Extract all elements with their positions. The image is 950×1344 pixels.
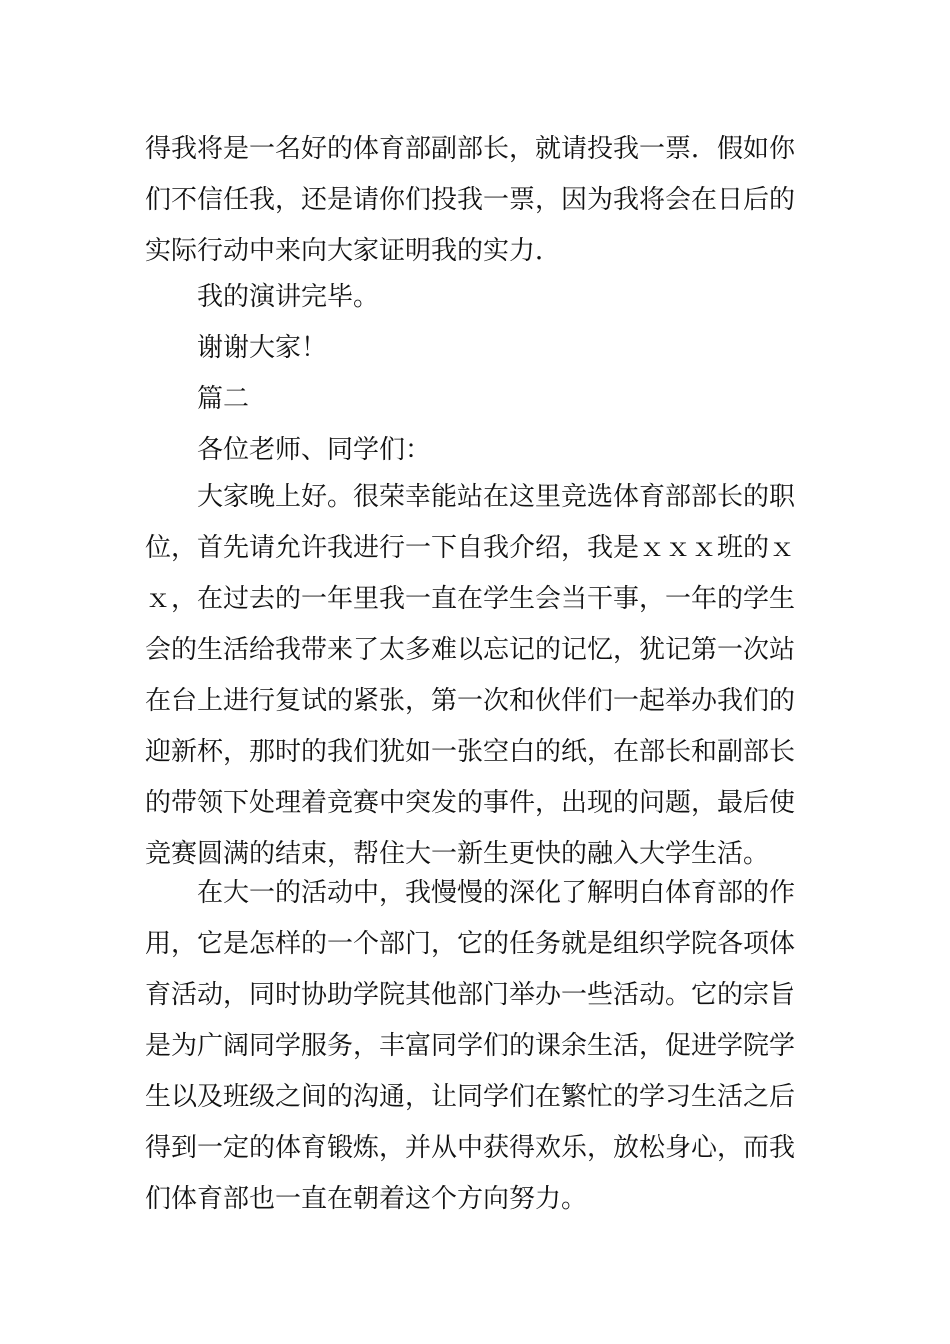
text-line: 竞赛圆满的结束，帮住大一新生更快的融入大学生活。	[145, 839, 770, 869]
text-line: 位，首先请允许我进行一下自我介绍，我是ｘｘｘ班的ｘ	[145, 533, 796, 563]
salutation-line: 各位老师、同学们：	[197, 435, 432, 465]
paragraph-department-role	[145, 868, 810, 1225]
paragraph-introduction	[145, 472, 810, 880]
text-line: 得到一定的体育锻炼，并从中获得欢乐，放松身心，而我	[145, 1133, 796, 1163]
speech-end-line: 我的演讲完毕。	[197, 282, 380, 312]
text-line: 们不信任我，还是请你们投我一票，因为我将会在日后的	[145, 185, 796, 215]
text-line: 育活动，同时协助学院其他部门举办一些活动。它的宗旨	[145, 980, 796, 1010]
section-heading: 篇二	[197, 384, 250, 414]
text-line: 们体育部也一直在朝着这个方向努力。	[145, 1184, 588, 1214]
short-lines-section	[145, 272, 810, 476]
text-line: 得我将是一名好的体育部副部长，就请投我一票．假如你	[145, 134, 796, 164]
text-line: 会的生活给我带来了太多难以忘记的记忆，犹记第一次站	[145, 635, 796, 665]
text-line: 生以及班级之间的沟通，让同学们在繁忙的学习生活之后	[145, 1082, 796, 1112]
text-line: 是为广阔同学服务，丰富同学们的课余生活，促进学院学	[145, 1031, 796, 1061]
text-line: 在台上进行复试的紧张，第一次和伙伴们一起举办我们的	[145, 686, 796, 716]
text-line: 迎新杯，那时的我们犹如一张空白的纸，在部长和副部长	[145, 737, 796, 767]
text-line: 在大一的活动中，我慢慢的深化了解明白体育部的作	[197, 878, 796, 908]
paragraph-closing-appeal	[145, 124, 810, 277]
thanks-line: 谢谢大家！	[197, 333, 328, 363]
text-line: 大家晚上好。很荣幸能站在这里竞选体育部部长的职	[197, 482, 796, 512]
text-line: 用，它是怎样的一个部门，它的任务就是组织学院各项体	[145, 929, 796, 959]
text-line: 实际行动中来向大家证明我的实力．	[145, 236, 562, 266]
text-line: 的带领下处理着竞赛中突发的事件，出现的问题，最后使	[145, 788, 796, 818]
text-line: ｘ，在过去的一年里我一直在学生会当干事，一年的学生	[145, 584, 796, 614]
